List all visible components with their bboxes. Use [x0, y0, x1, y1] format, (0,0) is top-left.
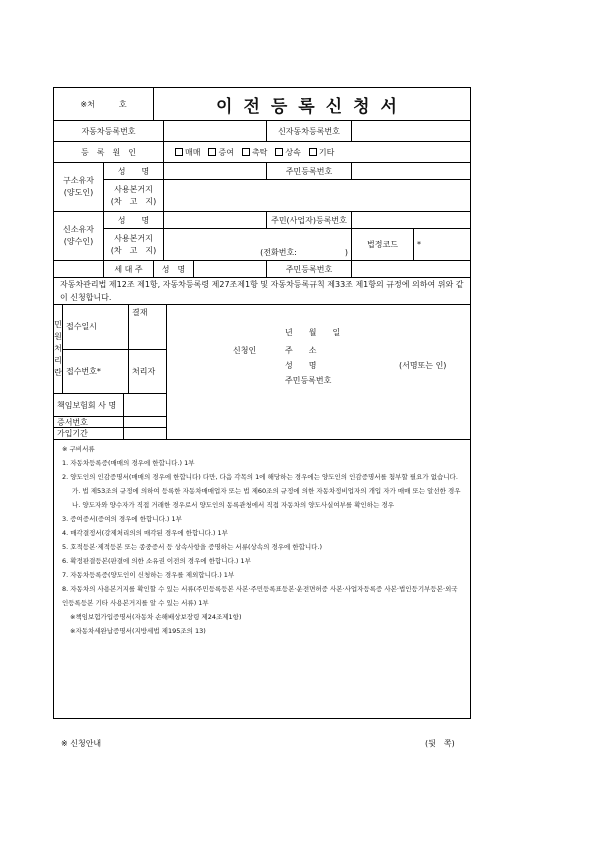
note-item: 3. 증여증서(증여의 경우에 한합니다.) 1부: [62, 515, 182, 523]
notes-row: [54, 440, 470, 718]
office-block: [54, 305, 470, 440]
household-label: 세 대 주: [104, 261, 154, 277]
insurance-period-label: 가입기간: [54, 428, 124, 439]
buyer-block: [54, 212, 470, 261]
new-reg-no-field[interactable]: [352, 121, 470, 141]
form-number: ※처 호: [54, 88, 154, 120]
household-name-field[interactable]: [194, 261, 267, 277]
household-id-label: 주민등록번호: [267, 261, 352, 277]
date-line: 년 월 일: [285, 328, 341, 337]
buyer-label: 신소유자 (양수인): [54, 212, 104, 260]
cause-checkbox-sale[interactable]: 매매: [167, 147, 200, 158]
buyer-name-field[interactable]: [164, 212, 267, 228]
insurance-company-field[interactable]: [124, 394, 166, 416]
registration-form: [53, 87, 471, 719]
note-item: 7. 자동차등록증(양도인이 신청하는 경우를 제외합니다.) 1부: [62, 571, 235, 579]
note-item: 4. 매각결정서(강제처리의의 매각된 경우에 한합니다.) 1부: [62, 529, 228, 537]
cause-checkbox-commission[interactable]: 촉탁: [234, 147, 267, 158]
cause-label: 등 록 원 인: [54, 142, 164, 162]
seller-name-label: 성 명: [104, 163, 164, 179]
cause-options: [164, 142, 470, 162]
seller-id-field[interactable]: [352, 163, 470, 179]
applicant-rrn-label: 주민등록번호: [285, 376, 332, 385]
reg-no-row: [54, 121, 470, 142]
household-row: [54, 261, 470, 278]
insurance-company-label: 책임보험회 사 명: [54, 394, 124, 416]
buyer-id-field[interactable]: [352, 212, 470, 228]
note-item: ※책임보험가입증명서(자동차 손해배상보장령 제24조제1항): [70, 613, 242, 621]
title-row: [54, 88, 470, 121]
buyer-id-label: 주민(사업자)등록번호: [267, 212, 352, 228]
notes-heading: ※ 구비서류: [62, 445, 95, 453]
seller-addr-field[interactable]: [164, 180, 470, 211]
applicant-sign-label: (서명또는 인): [399, 361, 447, 370]
note-item: ※자동차세완납증명서(지방세법 제195조의 13): [70, 627, 206, 635]
applicant-address-label: 주 소: [285, 346, 317, 355]
form-title: 이전등록신청서: [216, 96, 408, 117]
seller-label: 구소유자 (양도인): [54, 163, 104, 211]
buyer-name-label: 성 명: [104, 212, 164, 228]
note-item: 6. 확정판결등본(판결에 의한 소유권 이전의 경우에 한합니다.) 1부: [62, 557, 251, 565]
cause-checkbox-gift[interactable]: 증여: [200, 147, 233, 158]
legal-code-field[interactable]: *: [417, 240, 421, 249]
handler-label: 처리자: [132, 367, 156, 376]
applicant-label: 신청인: [233, 346, 257, 355]
required-docs: [54, 440, 470, 718]
note-item: 8. 자동차의 사용본거지를 확인할 수 있는 서류(주민등록등본 사본·주민등록표등본·운전면허증 사본·사업자등록증 사본·법인등기부등본·외국인등록등본 기타 사용본거지를 알 수 있는 서류) 1부: [62, 585, 458, 607]
new-reg-no-label: 신자동차등록번호: [267, 121, 352, 141]
statement-row: [54, 278, 470, 305]
note-item: 나. 양도자와 양수자가 직접 거래한 경우로서 양도인의 동록관청에서 직접 자동차의 양도사실여부를 확인하는 경우: [72, 501, 394, 509]
cause-checkbox-other[interactable]: 기타: [301, 147, 334, 158]
household-id-field[interactable]: [352, 261, 470, 277]
back-page-label: (뒷 쪽): [425, 739, 455, 748]
applicant-area: [167, 305, 470, 439]
receipt-date-label: 접수일시: [63, 305, 129, 349]
seller-block: [54, 163, 470, 212]
seller-name-field[interactable]: [164, 163, 267, 179]
statement-text: 자동차관리법 제12조 제1항, 자동차등록령 제27조제1항 및 자동차등록규칙 제33조 제1항의 규정에 의하여 위와 같이 신청합니다.: [60, 280, 464, 302]
applicant-name-label: 성 명: [285, 361, 317, 370]
cause-checkbox-inheritance[interactable]: 상속: [267, 147, 300, 158]
note-item: 가. 법 제53조의 규정에 의하여 등록한 자동차매매업자 또는 법 제60조의 규정에 의한 자동차정비업자의 개입 자가 매매 또는 알선한 경우: [72, 487, 461, 495]
legal-code-label: 법정코드: [352, 229, 414, 260]
household-name-label: 성 명: [154, 261, 194, 277]
note-item: 5. 호적등본·제적등본 또는 종중증서 등 상속사항을 증명하는 서류(상속의 경우에 한합니다.): [62, 543, 323, 551]
receipt-no-label: 접수번호*: [63, 350, 129, 393]
reg-no-field[interactable]: [164, 121, 267, 141]
seller-addr-label: 사용본거지 (차 고 지): [104, 180, 164, 211]
insurance-cert-field[interactable]: [124, 417, 166, 427]
buyer-phone[interactable]: (전화번호: ): [164, 229, 352, 260]
note-item: 2. 양도인의 인감증명서(매매의 경우에 한합니다) 다만, 다음 각목의 1에 해당하는 경우에는 양도인의 인감증명서를 첨부할 필요가 없습니다.: [62, 473, 458, 481]
insurance-cert-label: 증서번호: [54, 417, 124, 427]
cause-row: [54, 142, 470, 163]
approval-label: 결재: [132, 308, 148, 317]
application-guide-label: ※ 신청안내: [61, 739, 102, 748]
note-item: 1. 자동차등록증(매매의 경우에 한합니다.) 1부: [62, 459, 195, 467]
seller-id-label: 주민등록번호: [267, 163, 352, 179]
office-label: 민원처리란: [54, 305, 63, 393]
reg-no-label: 자동차등록번호: [54, 121, 164, 141]
buyer-addr-label: 사용본거지 (차 고 지): [104, 229, 164, 260]
insurance-period-field[interactable]: [124, 428, 166, 439]
